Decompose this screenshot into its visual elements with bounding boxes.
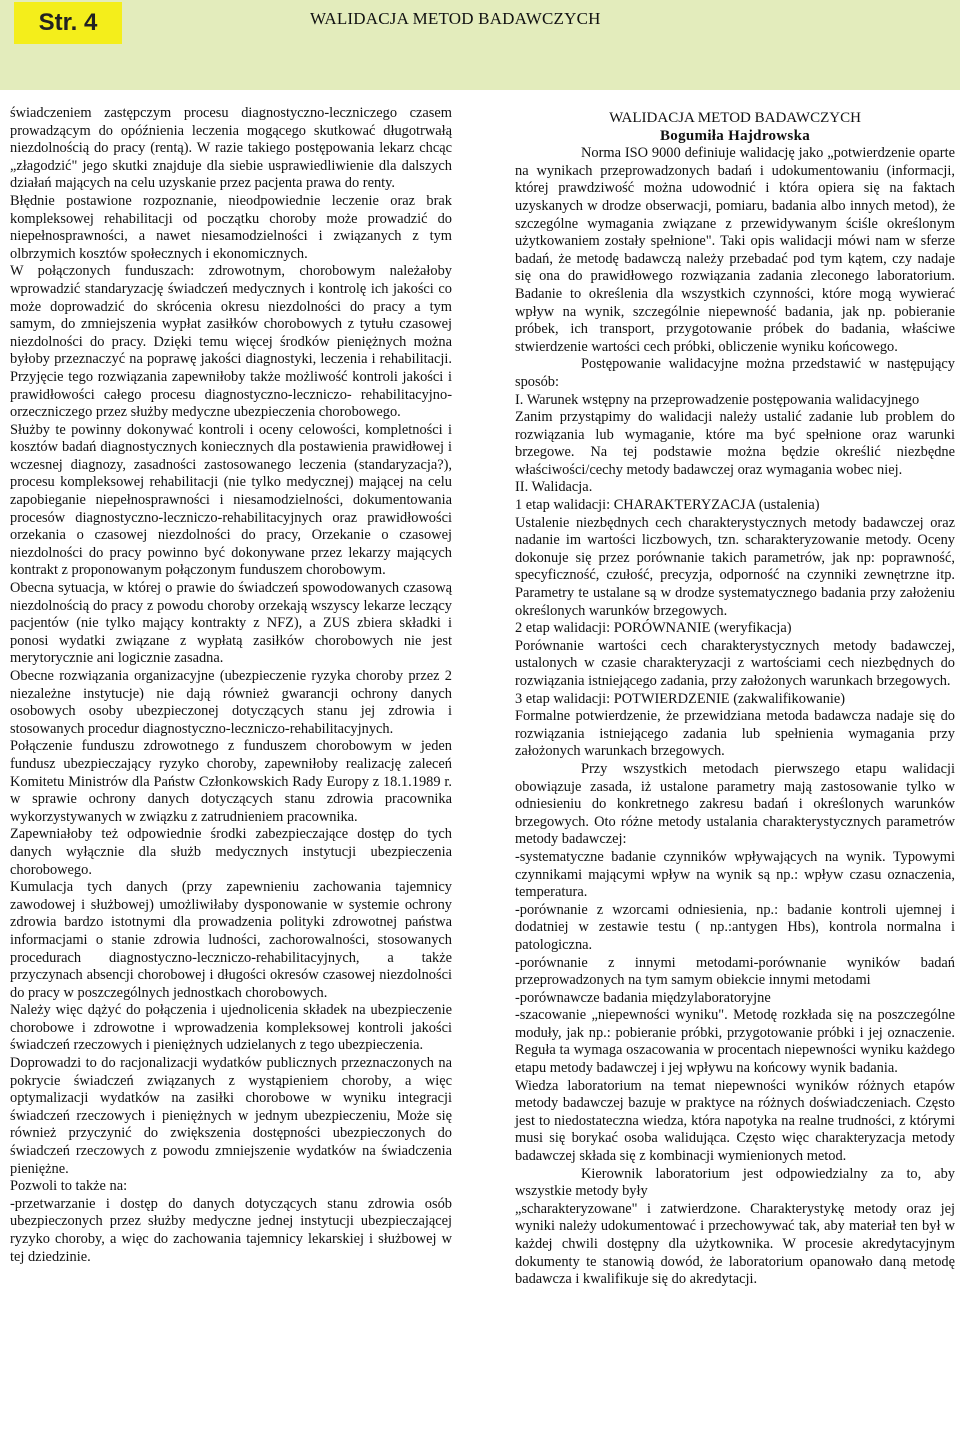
list-item: -porównanie z innymi metodami-porównanie wyników badań przeprowadzonych na tym samym obiekcie innymi metodami (515, 954, 955, 989)
stage-heading: 2 etap walidacji: PORÓWNANIE (weryfikacja) (515, 620, 792, 637)
paragraph: Doprowadzi to do racjonalizacji wydatków publicznych przeznaczonych na pokrycie świadczeń związanych z wystąpieniem choroby, a więc optymalizacji wydatków na zasiłki chorobowe w wyniku integracji świadczeń rzeczowych i pieniężnych w jednym ubezpieczeniu, Może się również przyczynić do zwiększenia dostępności ubezpieczonych do świadczeń rzeczowych z powodu zmniejszenie wydatków na świadczenia pieniężne. (10, 1055, 452, 1177)
paragraph: świadczeniem zastępczym procesu diagnostyczno-leczniczego czasem prowadzącym do opóźnienia leczenia mogącego skutkować długotrwałą niezdolnością do pracy (rentą). W razie takiego postępowania lekarz chcąc „złagodzić" jego skutki znajduje dla siebie usprawiedliwienie dla dalszych działań mających na celu uzyskanie przez pacjenta prawa do renty. (10, 105, 452, 192)
paragraph: Służby te powinny dokonywać kontroli i oceny celowości, kompletności i kosztów badań diagnostycznych koniecznych dla postawienia prawidłowej i wczesnej diagnozy, zasadności zastosowanego leczenia (standaryzacja?), procesu kompleksowej rehabilitacji (nie tylko medycznej) mającej na celu zapobieganie niepełnosprawności i niesamodzielności, dokumentowania procesów diagnostyczno-leczniczo-rehabilitacyjnych oraz prawidłowości orzekania o czasowej niezdolności do pracy, Orzekanie o czasowej niezdolności do pracy powinno być dokonywane przez lekarzy mających kontrakt z proponowanym połączonym funduszem chorobowym. (10, 421, 452, 579)
paragraph: Wiedza laboratorium na temat niepewności wyników różnych etapów metody badawczej bazuje w praktyce na różnych doświadczeniach. Często jest to niedostateczna wiedza, która napotyka na realne trudności, z którymi musi się borykać osoba walidująca. Często więc charakteryzacja metody badawczej składa się z kombinacji wymienionych metod. (515, 1077, 955, 1165)
paragraph: Połączenie funduszu zdrowotnego z funduszem chorobowym w jeden fundusz ubezpieczający ryzyko choroby, zapewniłoby realizację zaleceń Komitetu Ministrów dla Państw Członkowskich Rady Europy z 18.1.1989 r. w sprawie ochrony danych dotyczących stanu zdrowia pracownika wykorzystywanych w związku z zatrudnieniem pracownika. (10, 738, 452, 825)
paragraph: Przy wszystkich metodach pierwszego etapu walidacji obowiązuje zasada, iż ustalone parametry mają zastosowanie tylko w odniesieniu do konkretnego zakresu badań i określonych warunków brzegowych. Oto różne metody ustalania charakterystycznych parametrów metody badawczej: (515, 760, 955, 848)
paragraph: -przetwarzanie i dostęp do danych dotyczących stanu zdrowia osób ubezpieczonych przez służby medyczne jednej instytucji ubezpieczającej ryzyko choroby, a więc do zachowania tajemnicy lekarskiej i służbowej w tej dziedzinie. (10, 1195, 452, 1265)
list-item: -porównanie z wzorcami odniesienia, np.: badanie kontroli ujemnej i dodatniej w zestawie testu ( np.:antygen Hbs), kontrola normalna i patologiczna. (515, 901, 955, 953)
left-column (10, 105, 452, 1266)
paragraph: Należy więc dążyć do połączenia i ujednolicenia składek na ubezpieczenie chorobowe i zdrowotne i wprowadzenia kompleksowej kontroli jakości świadczeń rzeczowych i pieniężnych udzielanych z tego ubezpieczenia. (10, 1002, 452, 1054)
paragraph: W połączonych funduszach: zdrowotnym, chorobowym należałoby wprowadzić standaryzację świadczeń medycznych i kontrolę ich jakości co może doprowadzić do skrócenia okresu niezdolności do pracy a tym samym, do zmniejszenia wypłat zasiłków chorobowych z tytułu czasowej niezdolności do pracy. Dzięki temu więcej środków pieniężnych można byłoby przeznaczyć na poprawę jakości diagnostyki, leczenia i rehabilitacji. Przyjęcie tego rozwiązania zapewniłoby także możliwość kontroli jakości i prawidłowości całego procesu diagnostyczno-leczniczo- rehabilitacyjno-orzeczniczego przez służby medyczne ubezpieczenia chorobowego. (10, 263, 452, 421)
list-item: -szacowanie „niepewności wyniku". Metodę rozkłada się na poszczególne moduły, jak np.: pobieranie próbki, przygotowanie próbki i jej oznaczenie. Reguła ta wymaga oszacowania w procentach niepewności wyniku każdego etapu metody badawczej i jej wpływu na końcowy wynik badania. (515, 1007, 955, 1077)
paragraph: Norma ISO 9000 definiuje walidację jako „potwierdzenie oparte na wynikach przeprowadzonych badań i udokumentowaniu (informacji, której prawdziwość można udowodnić i która opiera się na faktach uzyskanych w drodze obserwacji, pomiaru, badania albo innych metod), że szczególne wymagania związane z przewidywanym ściśle określonym użytkowaniem zostały spełnione". Taki opis walidacji mówi nam w sferze badań, że metodę badawczą należy przebadać pod tym kątem, czy nadaje się ona do prawidłowego rozwiązania zadania zleconego laboratorium. Badanie to określenia dla wszystkich czynności, które mogą wywierać wpływ na wynik, szczególnie niepewność badania, jak np. pobieranie próbek, ich transport, przygotowanie próbek do badania, właściwe stwierdzenie wartości cech próbki, obliczenie wyniku końcowego. (515, 145, 955, 355)
right-column (515, 105, 955, 1289)
paragraph: Zanim przystąpimy do walidacji należy ustalić zadanie lub problem do rozwiązania lub wymaganie, które ma być spełnione oraz warunki brzegowe. Na tej podstawie można będzie określić niezbędne właściwości/cechy metody badawczej oraz wymagania wobec niej. (515, 409, 955, 478)
stage-heading: 3 etap walidacji: POTWIERDZENIE (zakwalifikowanie) (515, 690, 846, 707)
article-author: Bogumiła Hajdrowska (659, 127, 811, 144)
page-number: Str. 4 (14, 2, 122, 44)
paragraph: Obecne rozwiązania organizacyjne (ubezpieczenie ryzyka choroby przez 2 niezależne instytucje) nie dają również gwarancji ochrony danych osobowych osoby ubezpieczonej dotyczących stanu jej zdrowia i stosowanych procedur diagnostyczno-leczniczo-rehabilitacyjnych. (10, 668, 452, 737)
paragraph: Porównanie wartości cech charakterystycznych metody badawczej, ustalonych w czasie charakteryzacji z wartościami cech niezbędnych do rozwiązania istniejącego zadania, przy założonych warunkach brzegowych. (515, 637, 955, 689)
paragraph: „scharakteryzowane" i zatwierdzone. Charakterystykę metody oraz jej wyniki należy udokumentować i przechowywać tak, aby materiał ten był w każdej chwili dostępny dla użytkownika. W procesie akredytacyjnym dokumenty te stanowią dowód, że laboratorium opanowało daną metodę badawcza i kwalifikuje się do akredytacji. (515, 1200, 955, 1288)
paragraph: Pozwoli to także na: (10, 1178, 128, 1195)
paragraph: Kumulacja tych danych (przy zapewnieniu zachowania tajemnicy zawodowej i służbowej) umożliwiłaby dysponowanie w systemie ochrony zdrowia bardzo istotnymi dla prowadzenia polityki zdrowotnej państwa informacjami o stanie zdrowia ludności, zachorowalności, stosowanych procedurach diagnostyczno-leczniczo-rehabilitacyjnych, a także przyczynach absencji chorobowej i długości okresów czasowej niezdolności do pracy w poszczególnych jednostkach chorobowych. (10, 879, 452, 1001)
paragraph: Obecna sytuacja, w której o prawie do świadczeń spowodowanych czasową niezdolnością do pracy z powodu choroby orzekają wszyscy lekarze leczący pacjentów (nie tylko mający kontrakty z NFZ), a ZUS zbiera składki i ponosi wydatki związane z wypłatą zasiłków chorobowych nie jest merytorycznie ani logicznie zasadna. (10, 580, 452, 667)
paragraph: Formalne potwierdzenie, że przewidziana metoda badawcza nadaje się do rozwiązania istniejącego zadania lub spełnienia wymagania przy założonych warunkach brzegowych. (515, 708, 955, 760)
paragraph: Ustalenie niezbędnych cech charakterystycznych metody badawczej oraz nadanie im wartości liczbowych, tzn. scharakteryzowanie metody. Oceny dokonuje się przez porównanie takich parametrów, jak np: poprawność, specyficzność, czułość, precyzja, odporność na czynniki zewnętrzne itp. Parametry te ustalane są w drodze systematycznego badania przy założeniu określonych warunków brzegowych. (515, 514, 955, 619)
paragraph: Postępowanie walidacyjne można przedstawić w następujący sposób: (515, 356, 955, 390)
article-title: WALIDACJA METOD BADAWCZYCH (609, 110, 861, 126)
running-title: WALIDACJA METOD BADAWCZYCH (310, 9, 601, 28)
paragraph: Błędnie postawione rozpoznanie, nieodpowiednie leczenie oraz brak kompleksowej rehabilitacji od początku choroby może prowadzić do niepełnosprawności, a nawet niesamodzielności i związanych z tym olbrzymich kosztów społecznych i ekonomicznych. (10, 192, 452, 262)
page-header (0, 0, 960, 90)
section-heading: I. Warunek wstępny na przeprowadzenie postępowania walidacyjnego (515, 391, 920, 408)
list-item: -systematyczne badanie czynników wpływających na wynik. Typowymi czynnikami mającymi wpływ na wynik są np.: wpływ czasu oznaczenia, temperatura. (515, 848, 955, 901)
paragraph: Zapewniałoby też odpowiednie środki zabezpieczające dostęp do tych danych wyłącznie dla służb medycznych instytucji ubezpieczenia chorobowego. (10, 826, 452, 878)
section-heading: II. Walidacja. (515, 479, 593, 496)
stage-heading: 1 etap walidacji: CHARAKTERYZACJA (ustalenia) (515, 497, 820, 514)
list-item: -porównawcze badania międzylaboratoryjne (515, 989, 771, 1006)
paragraph: Kierownik laboratorium jest odpowiedzialny za to, aby wszystkie metody były (515, 1165, 955, 1200)
